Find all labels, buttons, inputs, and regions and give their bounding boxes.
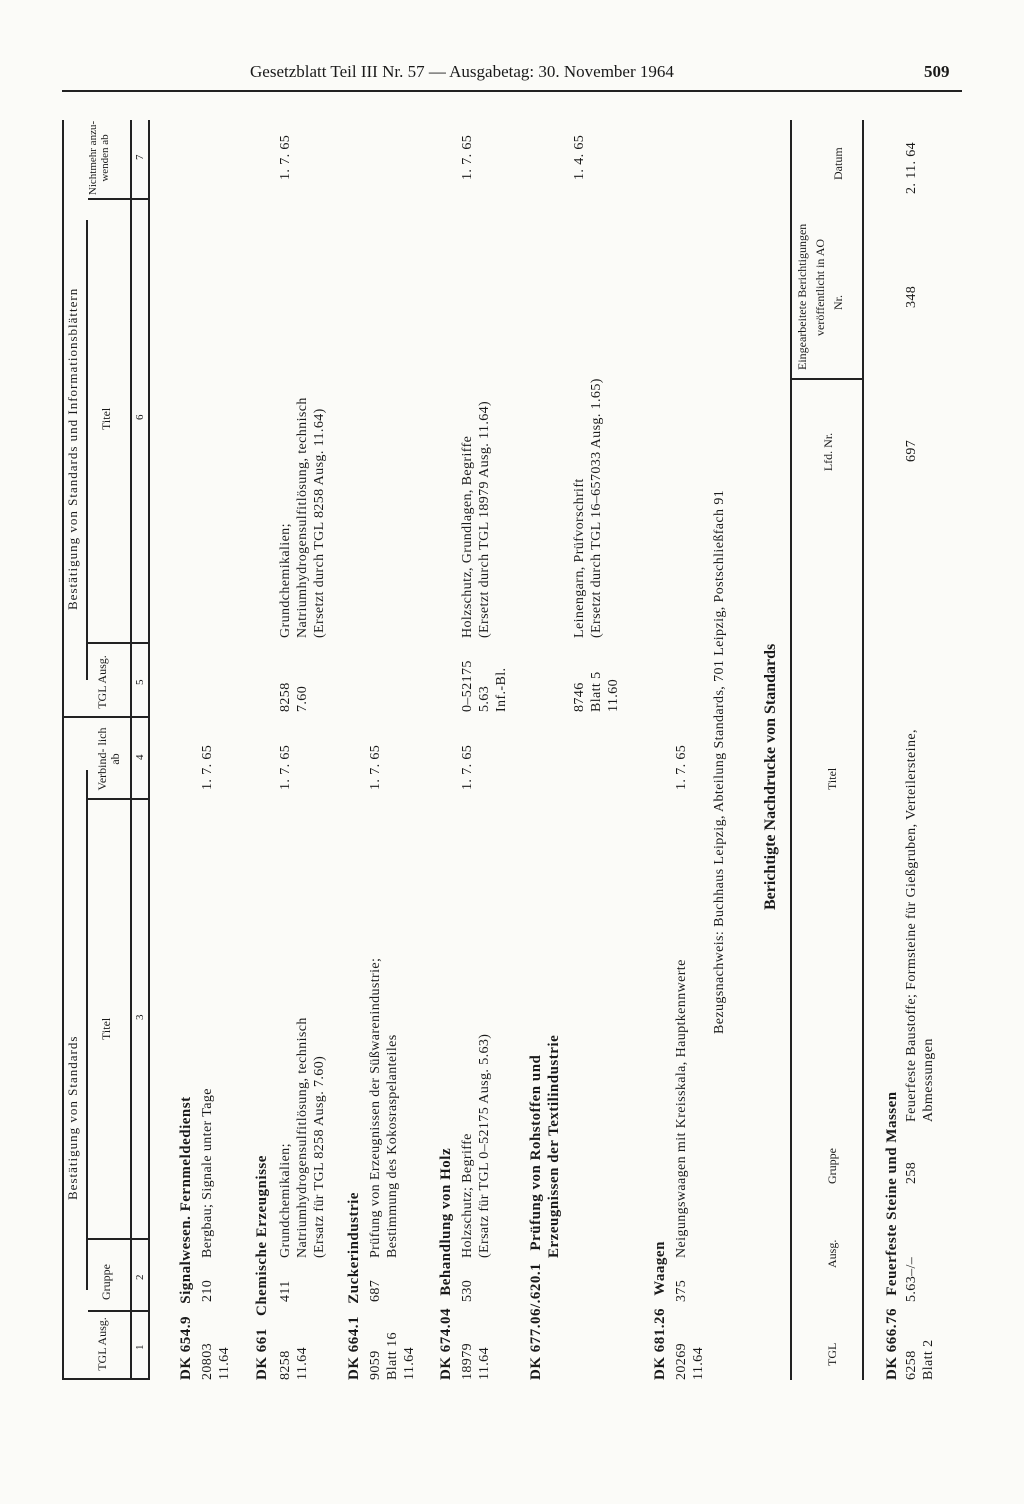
table2-heading: Berichtigte Nachdrucke von Standards [762, 643, 779, 910]
tgl-old-ausgabe: 7.60 [295, 685, 310, 712]
col-sep-5 [88, 642, 148, 644]
titel-line-1: Feuerfeste Baustoffe; Formsteine für Gießgruben, Verteilersteine, [904, 729, 919, 1122]
tgl-number: 6258 [904, 1350, 919, 1380]
ausg-value: 5.63–/– [904, 1256, 919, 1302]
verbindlich-value: 1. 7. 65 [368, 744, 383, 790]
tgl-ausgabe: 11.64 [691, 1347, 706, 1380]
tgl-blatt: Blatt 2 [921, 1339, 936, 1380]
dk-code: DK 666.76 [884, 1308, 900, 1380]
titel-line-2: Bestimmung des Kokosraspelanteiles [385, 1034, 400, 1258]
table1-header-rule [130, 120, 132, 1380]
header-titel-2: Titel [99, 407, 113, 430]
header-tgl-ausg: TGL Ausg. [95, 1317, 109, 1371]
col-sep-6 [88, 198, 148, 200]
titel-line-2: (Ersatz für TGL 0–52175 Ausg. 5.63) [477, 1033, 492, 1258]
col-sep-2 [88, 1238, 148, 1240]
titel-line-3: (Ersatz für TGL 8258 Ausg. 7.60) [312, 1055, 327, 1258]
tgl-number: 8258 [278, 1350, 293, 1380]
dk-code: DK 654.9 [178, 1316, 194, 1380]
dk-code: DK 681.26 [652, 1308, 668, 1380]
table2-top-rule [790, 120, 792, 1380]
table1-left-border [62, 1378, 148, 1380]
right-titel-line-1: Holzschutz, Grundlagen, Begriffe [460, 435, 475, 638]
datum-value: 2. 11. 64 [904, 141, 919, 194]
section-dk-674-04 [438, 1148, 455, 1380]
titel-line-2: Natriumhydrogensulfitlösung, technisch [295, 1017, 310, 1258]
tgl-number: 20269 [674, 1343, 689, 1380]
colnum-3: 3 [134, 1014, 146, 1020]
tgl-number: 18979 [460, 1343, 475, 1380]
ao-nr-value: 348 [904, 285, 919, 308]
section-title: Chemische Erzeugnisse [254, 1155, 270, 1316]
header-gruppe: Gruppe [99, 1264, 113, 1300]
section-title: Feuerfeste Steine und Massen [884, 1091, 900, 1296]
running-header: Gesetzblatt Teil III Nr. 57 — Ausgabetag: 30. November 1964 [250, 62, 674, 81]
section-dk-666-76 [884, 1091, 901, 1380]
header-rule [62, 90, 962, 92]
colnum-1: 1 [134, 1344, 146, 1350]
col-sep-1 [88, 1310, 148, 1312]
table2-header-rule [862, 120, 864, 1380]
bezugsnachweis: Bezugsnachweis: Buchhaus Leipzig, Abteilung Standards, 701 Leipzig, Postschließfach 91 [712, 489, 727, 1034]
header-nicht-mehr: Nichtmehr anzu- wenden ab [87, 120, 111, 196]
section-title-line-2: Erzeugnissen der Textilindustrie [546, 1034, 562, 1258]
right-group-rule [86, 220, 88, 680]
titel-line-1: Grundchemikalien; [278, 1143, 293, 1258]
dk-code: DK 661 [254, 1328, 270, 1380]
table2-col-sep [790, 378, 862, 380]
right-titel-line-1: Grundchemikalien; [278, 523, 293, 638]
colnum-4: 4 [134, 754, 146, 760]
col-sep-4 [62, 716, 148, 718]
t2-header-tgl: TGL [825, 1342, 839, 1366]
verbindlich-value: 1. 7. 65 [200, 744, 215, 790]
gruppe-value: 375 [674, 1279, 689, 1302]
section-dk-681-26 [652, 1241, 669, 1380]
gruppe-value: 258 [904, 1161, 919, 1184]
titel-value: Neigungswaagen mit Kreisskala, Hauptkennwerte [674, 959, 689, 1258]
nicht-mehr-value: 1. 7. 65 [278, 134, 293, 180]
verbindlich-value: 1. 7. 65 [460, 744, 475, 790]
group-heading-right: Bestätigung von Standards und Informationsblättern [65, 287, 80, 610]
gruppe-value: 411 [278, 1280, 293, 1302]
verbindlich-value: 1. 7. 65 [674, 744, 689, 790]
t2-header-veroeffentlicht: veröffentlicht in AO [813, 238, 827, 336]
tgl-ausgabe: 11.64 [477, 1347, 492, 1380]
tgl-old-ausgabe: 5.63 [477, 685, 492, 712]
section-title-line-1: Prüfung von Rohstoffen und [528, 1054, 544, 1251]
tgl-old-blatt: Blatt 5 [589, 671, 604, 712]
colnum-5: 5 [134, 679, 146, 685]
titel-value: Bergbau; Signale unter Tage [200, 1088, 215, 1258]
t2-header-datum: Datum [831, 147, 845, 180]
gruppe-value: 687 [368, 1279, 383, 1302]
tgl-number: 20803 [200, 1343, 215, 1380]
tgl-old-number: 0–52175 [460, 660, 475, 712]
tgl-old-ausgabe: 11.60 [606, 679, 621, 712]
dk-code: DK 677.06/.620.1 [528, 1262, 544, 1380]
right-titel-line-2: (Ersetzt durch TGL 18979 Ausg. 11.64) [477, 400, 492, 638]
colnum-2: 2 [134, 1274, 146, 1280]
tgl-old-number: 8746 [572, 682, 587, 712]
t2-header-nr: Nr. [831, 295, 845, 310]
titel-line-2: Abmessungen [921, 1038, 936, 1122]
gruppe-value: 530 [460, 1279, 475, 1302]
dk-code: DK 674.04 [438, 1308, 454, 1380]
left-group-rule [86, 770, 88, 1290]
colnum-7: 7 [134, 154, 146, 160]
tgl-number: 9059 [368, 1350, 383, 1380]
section-dk-677-06 [528, 1055, 545, 1380]
lfd-nr-value: 697 [904, 439, 919, 462]
t2-header-eingearbeitete: Eingearbeitete Berichtigungen [795, 223, 809, 370]
verbindlich-value: 1. 7. 65 [278, 744, 293, 790]
right-titel-line-3: (Ersetzt durch TGL 8258 Ausg. 11.64) [312, 408, 327, 638]
section-title: Signalwesen. Fernmeldedienst [178, 1096, 194, 1304]
tgl-old-type: Inf.-Bl. [494, 667, 509, 712]
header-tgl-ausg-2: TGL Ausg. [95, 655, 109, 709]
right-titel-line-2: (Ersetzt durch TGL 16–657033 Ausg. 1.65) [589, 378, 604, 638]
gruppe-value: 210 [200, 1279, 215, 1302]
table1-colnum-rule [148, 120, 150, 1380]
section-dk-654-9 [178, 1096, 195, 1380]
nicht-mehr-value: 1. 4. 65 [572, 134, 587, 180]
dk-code: DK 664.1 [346, 1316, 362, 1380]
nicht-mehr-value: 1. 7. 65 [460, 134, 475, 180]
right-titel-line-1: Leinengarn, Prüfvorschrift [572, 478, 587, 638]
header-verbindlich-ab: Verbind- lich ab [95, 727, 122, 791]
t2-header-lfd-nr: Lfd. Nr. [821, 432, 835, 472]
col-sep-3 [88, 798, 148, 800]
tgl-ausgabe: 11.64 [217, 1347, 232, 1380]
t2-header-titel: Titel [825, 767, 839, 790]
titel-line-1: Holzschutz; Begriffe [460, 1133, 475, 1258]
group-heading-left: Bestätigung von Standards [65, 1035, 80, 1200]
section-dk-661 [254, 1155, 271, 1380]
section-title: Zuckerindustrie [346, 1192, 362, 1304]
titel-line-1: Prüfung von Erzeugnissen der Süßwarenindustrie; [368, 957, 383, 1258]
colnum-6: 6 [134, 414, 146, 420]
header-titel: Titel [99, 1017, 113, 1040]
page-number: 509 [924, 62, 950, 81]
tgl-ausgabe: 11.64 [402, 1347, 417, 1380]
right-titel-line-2: Natriumhydrogensulfitlösung, technisch [295, 397, 310, 638]
section-dk-664-1 [346, 1192, 363, 1380]
rotated-table-page [62, 120, 962, 1380]
section-title: Waagen [652, 1241, 668, 1296]
t2-header-ausg: Ausg. [825, 1239, 839, 1268]
table1-top-rule [62, 120, 64, 1380]
tgl-ausgabe: 11.64 [295, 1347, 310, 1380]
tgl-old-number: 8258 [278, 682, 293, 712]
tgl-blatt: Blatt 16 [385, 1332, 400, 1380]
t2-header-gruppe: Gruppe [825, 1148, 839, 1184]
section-title: Behandlung von Holz [438, 1147, 454, 1296]
